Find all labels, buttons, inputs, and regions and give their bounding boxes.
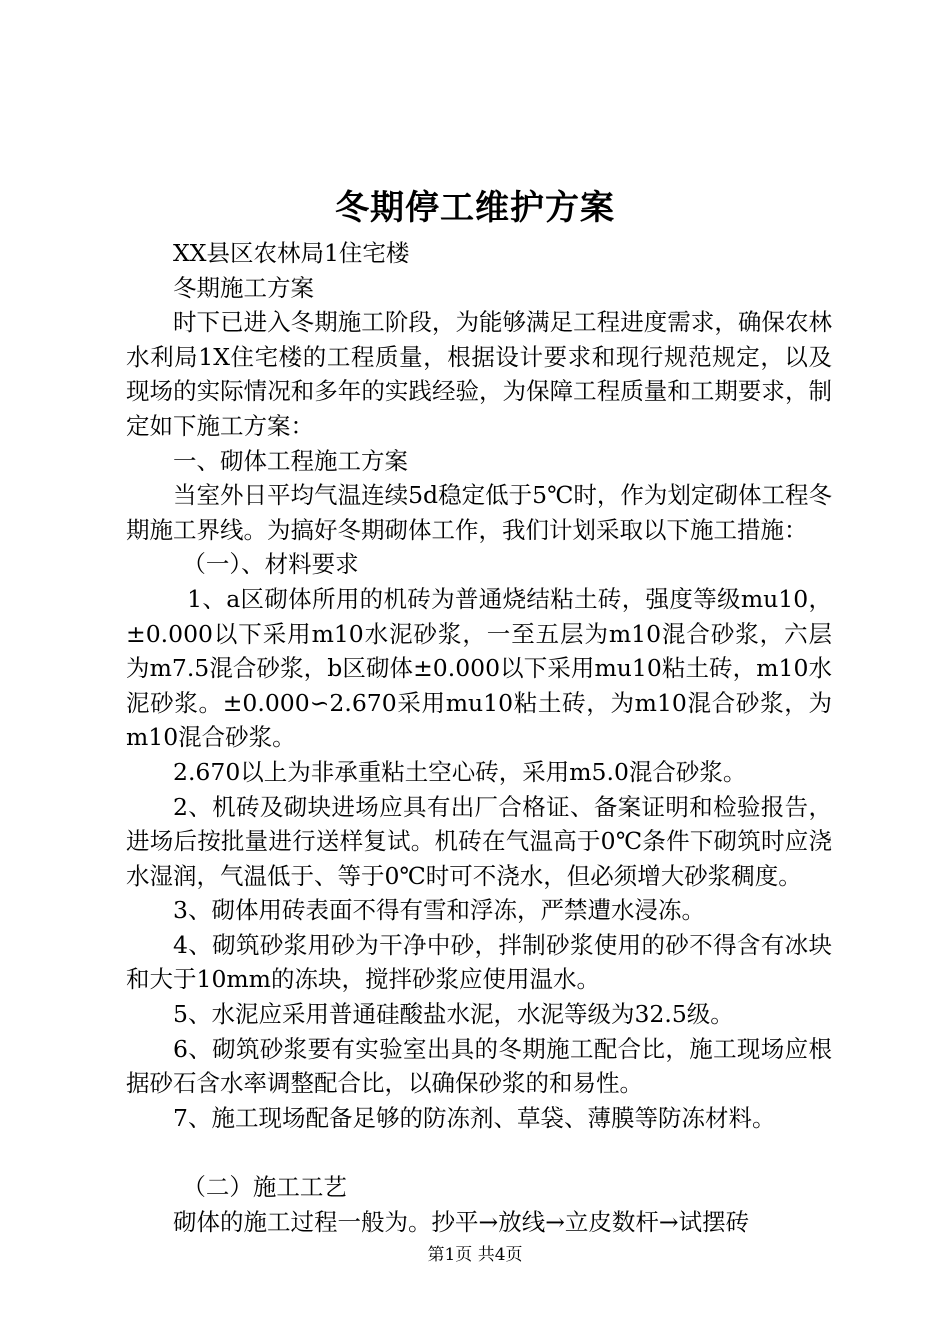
page-footer: 第1页 共4页 — [427, 1245, 523, 1265]
materials-item-1-continued: 2.670以上为非承重粘土空心砖，采用m5.0混合砂浆。 — [173, 757, 747, 786]
paragraph-spacer — [126, 1135, 832, 1170]
subsection-heading-process: （二）施工工艺 — [182, 1173, 347, 1202]
materials-item-6: 6、砌筑砂浆要有实验室出具的冬期施工配合比，施工现场应根据砂石含水率调整配合比，以确保砂浆的和易性。 — [126, 1034, 832, 1098]
process-paragraph: 砌体的施工过程一般为。抄平→放线→立皮数杆→试摆砖 — [173, 1207, 750, 1236]
intro-paragraph: 时下已进入冬期施工阶段，为能够满足工程进度需求，确保农林水利局1X住宅楼的工程质量，根据设计要求和现行规范规定，以及现场的实际情况和多年的实践经验，为保障工程质量和工期要求，制定如下施工方案： — [126, 308, 832, 440]
materials-item-2: 2、机砖及砌块进场应具有出厂合格证、备案证明和检验报告，进场后按批量进行送样复试。机砖在气温高于0℃条件下砌筑时应浇水湿润，气温低于、等于0℃时可不浇水，但必须增大砂浆稠度。 — [126, 792, 832, 890]
subsection-heading-materials: （一）、材料要求 — [182, 550, 359, 579]
materials-item-5: 5、水泥应采用普通硅酸盐水泥，水泥等级为32.5级。 — [173, 1000, 734, 1029]
materials-item-7: 7、施工现场配备足够的防冻剂、草袋、薄膜等防冻材料。 — [173, 1103, 776, 1132]
plan-subtitle-line: 冬期施工方案 — [173, 273, 314, 302]
document-title: 冬期停工维护方案 — [335, 188, 615, 228]
project-name-line: XX县区农林局1住宅楼 — [173, 239, 410, 267]
materials-item-1: 1、a区砌体所用的机砖为普通烧结粘土砖，强度等级mu10，±0.000以下采用m10水泥砂浆，一至五层为m10混合砂浆，六层为m7.5混合砂浆，b区砌体±0.000以下采用mu10粘土砖，m10水泥砂浆。±0.000∽2.670采用mu10粘土砖，为m10混合砂浆，为m10混合砂浆。 — [126, 584, 832, 752]
materials-item-4: 4、砌筑砂浆用砂为干净中砂，拌制砂浆使用的砂不得含有冰块和大于10mm的冻块，搅拌砂浆应使用温水。 — [126, 930, 832, 994]
section-heading-masonry: 一、砌体工程施工方案 — [173, 446, 408, 475]
document-body — [126, 236, 832, 1239]
temperature-paragraph: 当室外日平均气温连续5d稳定低于5℃时，作为划定砌体工程冬期施工界线。为搞好冬期砌体工作，我们计划采取以下施工措施： — [126, 481, 832, 544]
materials-item-3: 3、砌体用砖表面不得有雪和浮冻，严禁遭水浸冻。 — [173, 896, 705, 925]
